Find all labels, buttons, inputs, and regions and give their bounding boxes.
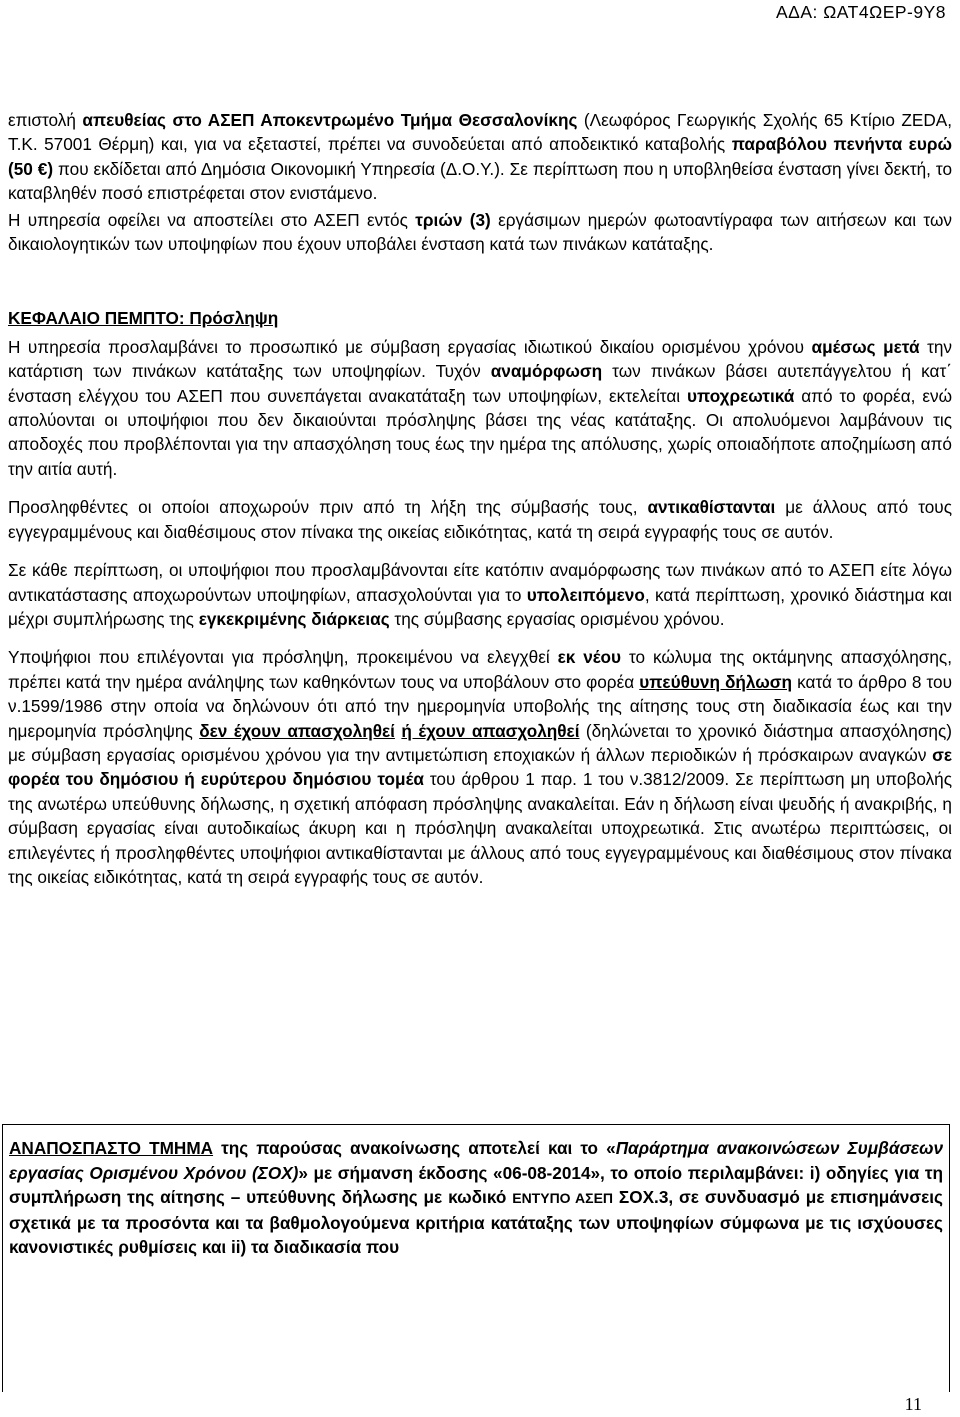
document-body — [8, 108, 952, 903]
detachable-section-text: ΑΝΑΠΟΣΠΑΣΤΟ ΤΜΗΜΑ της παρούσας ανακοίνωσης αποτελεί και το «Παράρτημα ανακοινώσεων Συμβάσεων εργασίας Ορισμένου Χρόνου (ΣΟΧ)» με σήμανση έκδοσης «06-08-2014», το οποίο περιλαμβάνει: i) οδηγίες για τη συμπλήρωση της αίτησης – υπεύθυνης δήλωσης με κωδικό ΕΝΤΥΠΟ ΑΣΕΠ ΣΟΧ.3, σε συνδυασμό με επισημάνσεις σχετικά με τα προσόντα και τα βαθμολογούμενα κριτήρια κατάταξης των υποψηφίων σύμφωνα με τις ισχύουσες κανονιστικές ρυθμίσεις και ii) τα διαδικασία που — [9, 1138, 944, 1258]
paragraph-copies-to-asep: Η υπηρεσία οφείλει να αποστείλει στο ΑΣΕΠ εντός τριών (3) εργάσιμων ημερών φωτοαντίγραφα των αιτήσεων και των δικαιολογητικών των υποψηφίων που έχουν υποβάλει ένσταση κατά των πινάκων κατάταξης. — [8, 209, 952, 255]
paragraph-remaining-duration: Σε κάθε περίπτωση, οι υποψήφιοι που προσλαμβάνονται είτε κατόπιν αναμόρφωσης των πινάκων από το ΑΣΕΠ είτε λόγω αντικατάστασης αποχωρούντων υποψηφίων, απασχολούνται για το υπολειπόμενο, κατά περίπτωση, χρονικό διάστημα και μέχρι συμπλήρωσης της εγκεκριμένης διάρκειας της σύμβασης εργασίας ορισμένου χρόνου. — [8, 560, 952, 629]
ada-code: ΑΔΑ: ΩΑΤ4ΩΕΡ-9Υ8 — [775, 2, 946, 22]
paragraph-hiring: Η υπηρεσία προσλαμβάνει το προσωπικό με σύμβαση εργασίας ιδιωτικού δικαίου ορισμένου χρόνου αμέσως μετά την κατάρτιση των πινάκων κατάταξης των υποψηφίων. Τυχόν αναμόρφωση των πινάκων βάσει αυτεπάγγελτου ή κατ΄ ένσταση ελέγχου του ΑΣΕΠ που συνεπάγεται ανακατάταξη των υποψηφίων, εκτελείται υποχρεωτικά από το φορέα, ενώ απολύονται οι υποψήφιοι που δεν δικαιούνται πρόσληψης βάσει της νέας κατάταξης. Οι απολυόμενοι λαμβάνουν τις αποδοχές που προβλέπονται για την απασχόληση τους έως την ημέρα της απόλυσης, χωρίς οποιαδήποτε αποζημίωση από την αιτία αυτή. — [8, 336, 953, 479]
page-number: 11 — [904, 1394, 922, 1414]
paragraph-replacement: Προσληφθέντες οι οποίοι αποχωρούν πριν από τη λήξη της σύμβασής τους, αντικαθίστανται με άλλους από τους εγγεγραμμένους και διαθέσιμους στον πίνακα της οικείας ειδικότητας, κατά τη σειρά εγγραφής τους σε αυτόν. — [8, 497, 952, 542]
chapter-heading: ΚΕΦΑΛΑΙΟ ΠΕΜΠΤΟ: Πρόσληψη — [8, 308, 279, 329]
paragraph-solemn-declaration: Υποψήφιοι που επιλέγονται για πρόσληψη, προκειμένου να ελεγχθεί εκ νέου το κώλυμα της οκτάμηνης απασχόλησης, πρέπει κατά την ημέρα ανάληψης των καθηκόντων τους να υποβάλουν στο φορέα υπεύθυνη δήλωση κατά το άρθρο 8 του ν.1599/1986 στην οποία να δηλώνουν ότι από την ημερομηνία υποβολής της αίτησης τους στη διαδικασία έως και την ημερομηνία πρόσληψης δεν έχουν απασχοληθεί ή έχουν απασχοληθεί (δηλώνεται το χρονικό διάστημα απασχόλησης) με σύμβαση εργασίας ορισμένου χρόνου για την αντιμετώπιση εποχιακών ή άλλων περιοδικών ή πρόσκαιρων αναγκών σε φορέα του δημόσιου ή ευρύτερου δημόσιου τομέα του άρθρου 1 παρ. 1 του ν.3812/2009. Σε περίπτωση μη υποβολής της ανωτέρω υπεύθυνης δήλωσης, η σχετική απόφαση πρόσληψης ανακαλείται. Εάν η δήλωση είναι ψευδής ή ανακριβής, η σύμβαση εργασίας είναι αυτοδικαίως άκυρη και η πρόσληψη ανακαλείται υποχρεωτικά. Στις ανωτέρω περιπτώσεις, οι επιλεγέντες ή προσληφθέντες υποψήφιοι αντικαθίστανται με άλλους από τους εγγεγραμμένους και διαθέσιμους στον πίνακα της οικείας ειδικότητας, κατά τη σειρά εγγραφής τους σε αυτόν. — [8, 647, 953, 887]
paragraph-objection-submission: επιστολή απευθείας στο ΑΣΕΠ Αποκεντρωμένο Τμήμα Θεσσαλονίκης (Λεωφόρος Γεωργικής Σχολής 65 Κτίριο ZEDA, Τ.Κ. 57001 Θέρμη) και, για να εξεταστεί, πρέπει να συνοδεύεται από αποδεικτικό καταβολής παραβόλου πενήντα ευρώ (50 €) που εκδίδεται από Δημόσια Οικονομική Υπηρεσία (Δ.Ο.Υ.). Σε περίπτωση που η υποβληθείσα ένσταση γίνει δεκτή, το καταβληθέν ποσό επιστρέφεται στον ενιστάμενο. — [8, 110, 952, 204]
